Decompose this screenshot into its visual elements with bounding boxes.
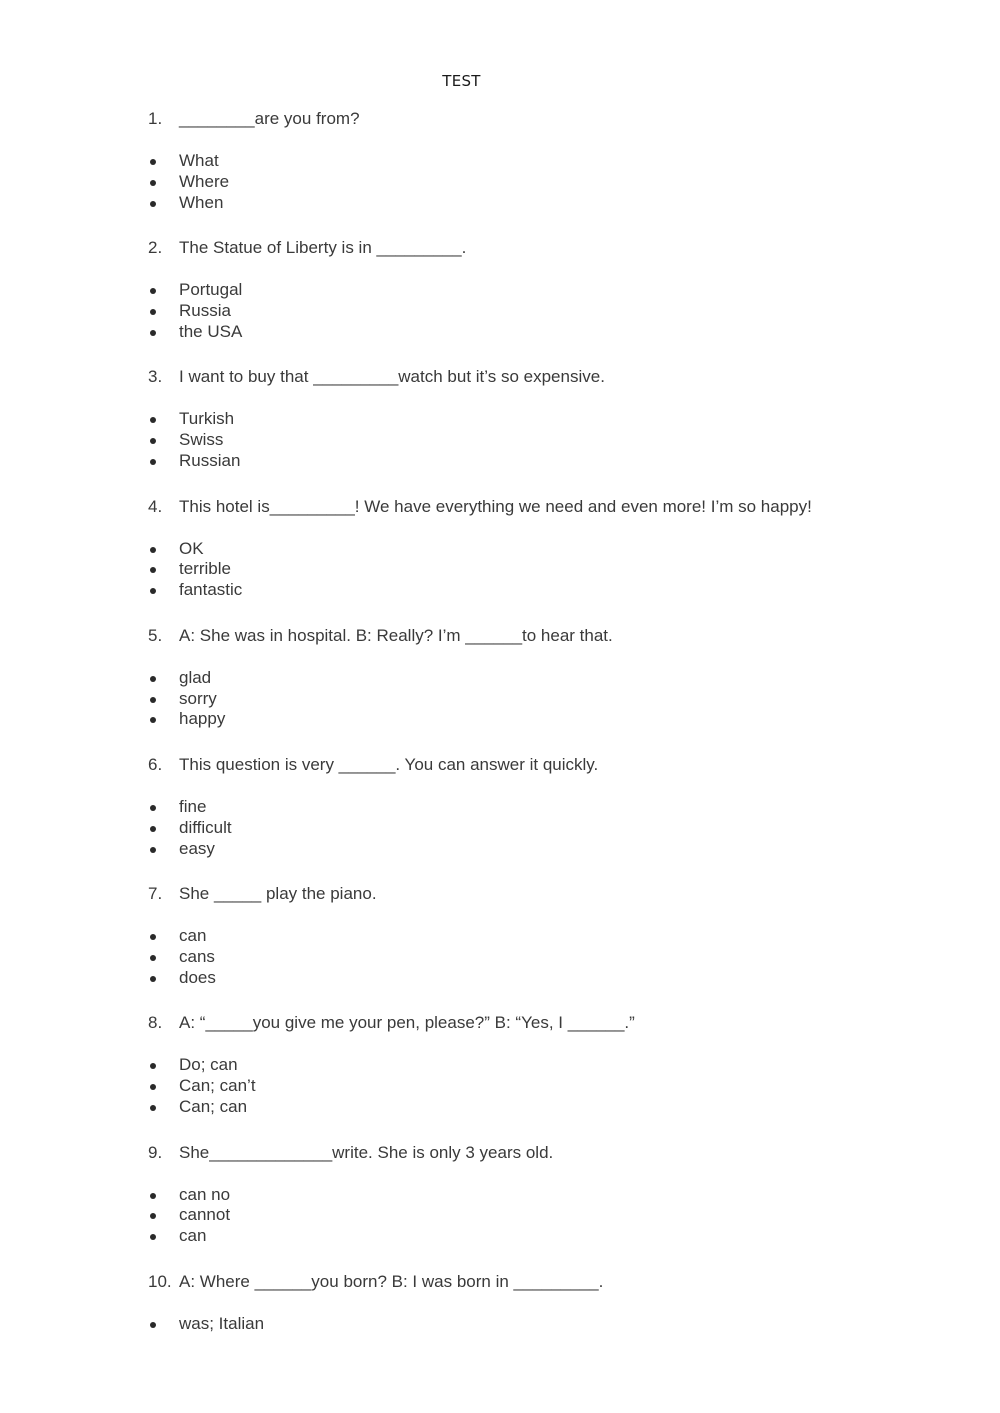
question-4: [148, 495, 948, 624]
answer-option-label: happy: [179, 709, 226, 729]
question-line: [148, 624, 948, 648]
question-text: A: She was in hospital. B: Really? I’m ______to hear that.: [179, 625, 613, 645]
answer-option-label: Can; can’t: [179, 1076, 256, 1096]
bullet-icon: [150, 826, 156, 832]
bullet-icon: [150, 934, 156, 940]
question-number: 8.: [148, 1013, 163, 1033]
answer-option-label: Do; can: [179, 1055, 238, 1075]
bullet-icon: [150, 847, 156, 853]
answer-option: [148, 1226, 230, 1247]
bullet-icon: [150, 697, 156, 703]
bullet-icon: [150, 567, 156, 573]
question-line: [148, 1270, 948, 1294]
question-number: 9.: [148, 1142, 163, 1162]
bullet-icon: [150, 159, 156, 165]
answer-options: [148, 409, 240, 471]
answer-option-label: When: [179, 192, 224, 212]
question-text: I want to buy that _________watch but it’s so expensive.: [179, 367, 605, 387]
question-line: [148, 365, 948, 389]
answer-option-label: Portugal: [179, 280, 243, 300]
answer-option-label: cannot: [179, 1205, 231, 1225]
question-text: A: Where ______you born? B: I was born in _________.: [179, 1271, 604, 1291]
question-text: This hotel is_________! We have everything we need and even more! I’m so happy!: [179, 496, 812, 516]
answer-option: [148, 1055, 256, 1076]
question-line: [148, 1011, 948, 1035]
answer-option: [148, 539, 242, 560]
answer-option: [148, 193, 229, 214]
question-line: [148, 1141, 948, 1165]
answer-option-label: the USA: [179, 321, 243, 341]
answer-options: [148, 797, 232, 859]
answer-option-label: Can; can: [179, 1096, 248, 1116]
question-line: [148, 882, 948, 906]
bullet-icon: [150, 717, 156, 723]
answer-option: [148, 1205, 230, 1226]
bullet-icon: [150, 1105, 156, 1111]
answer-option: [148, 818, 232, 839]
question-text: The Statue of Liberty is in _________.: [179, 238, 467, 258]
answer-options: [148, 668, 225, 730]
answer-option: [148, 839, 232, 860]
bullet-icon: [150, 1084, 156, 1090]
question-6: [148, 753, 948, 882]
question-text: ________are you from?: [179, 109, 360, 128]
bullet-icon: [150, 1213, 156, 1219]
page-title: TEST: [442, 72, 481, 90]
answer-option-label: glad: [179, 667, 212, 687]
answer-option: [148, 580, 242, 601]
answer-option: [148, 1185, 230, 1206]
answer-option-label: sorry: [179, 688, 217, 708]
answer-options: [148, 539, 242, 601]
bullet-icon: [150, 309, 156, 315]
answer-option-label: OK: [179, 538, 204, 558]
question-8: [148, 1011, 948, 1140]
answer-option-label: Swiss: [179, 430, 224, 450]
answer-option-label: can no: [179, 1184, 231, 1204]
answer-option: [148, 1076, 256, 1097]
question-1: [148, 107, 948, 236]
answer-option: [148, 709, 225, 730]
answer-option: [148, 689, 225, 710]
question-line: [148, 753, 948, 777]
question-line: [148, 107, 948, 131]
answer-option: [148, 797, 232, 818]
bullet-icon: [150, 976, 156, 982]
answer-option: [148, 668, 225, 689]
question-line: [148, 495, 948, 519]
answer-option-label: fine: [179, 796, 207, 816]
answer-option: [148, 926, 216, 947]
answer-option-label: difficult: [179, 817, 232, 837]
bullet-icon: [150, 288, 156, 294]
answer-options: [148, 1055, 256, 1117]
bullet-icon: [150, 1193, 156, 1199]
answer-option-label: can: [179, 1226, 207, 1246]
question-text: A: “_____you give me your pen, please?” B: “Yes, I ______.”: [179, 1013, 635, 1033]
bullet-icon: [150, 547, 156, 553]
question-7: [148, 882, 948, 1011]
question-number: 2.: [148, 238, 163, 258]
question-list: [148, 107, 948, 1399]
answer-option: [148, 430, 240, 451]
answer-option: [148, 172, 229, 193]
question-2: [148, 236, 948, 365]
answer-option: [148, 559, 242, 580]
answer-option-label: Turkish: [179, 409, 235, 429]
answer-option: [148, 322, 242, 343]
question-line: [148, 236, 948, 260]
question-number: 6.: [148, 754, 163, 774]
answer-option: [148, 151, 229, 172]
answer-option: [148, 968, 216, 989]
question-9: [148, 1141, 948, 1270]
answer-option-label: What: [179, 151, 219, 170]
question-number: 5.: [148, 625, 163, 645]
answer-option: [148, 409, 240, 430]
question-text: She _____ play the piano.: [179, 884, 377, 904]
question-number: 7.: [148, 884, 163, 904]
bullet-icon: [150, 955, 156, 961]
bullet-icon: [150, 459, 156, 465]
bullet-icon: [150, 201, 156, 207]
bullet-icon: [150, 805, 156, 811]
answer-option: [148, 451, 240, 472]
question-5: [148, 624, 948, 753]
bullet-icon: [150, 417, 156, 423]
answer-options: [148, 280, 242, 342]
question-text: She_____________write. She is only 3 years old.: [179, 1142, 554, 1162]
bullet-icon: [150, 438, 156, 444]
answer-options: [148, 1314, 264, 1335]
question-number: 1.: [148, 109, 163, 128]
answer-option-label: Where: [179, 171, 230, 191]
bullet-icon: [150, 330, 156, 336]
answer-options: [148, 1185, 230, 1247]
bullet-icon: [150, 676, 156, 682]
answer-option-label: easy: [179, 838, 215, 858]
bullet-icon: [150, 588, 156, 594]
question-number: 10.: [148, 1271, 172, 1291]
bullet-icon: [150, 180, 156, 186]
answer-options: [148, 926, 216, 988]
question-number: 4.: [148, 496, 163, 516]
answer-option-label: terrible: [179, 559, 231, 579]
question-10: [148, 1270, 948, 1399]
bullet-icon: [150, 1322, 156, 1328]
question-3: [148, 365, 948, 494]
answer-option-label: can: [179, 926, 207, 946]
answer-option-label: Russian: [179, 450, 241, 470]
answer-option: [148, 301, 242, 322]
answer-option: [148, 280, 242, 301]
bullet-icon: [150, 1063, 156, 1069]
answer-options: [148, 151, 229, 213]
question-number: 3.: [148, 367, 163, 387]
answer-option: [148, 947, 216, 968]
answer-option: [148, 1097, 256, 1118]
question-text: This question is very ______. You can answer it quickly.: [179, 754, 599, 774]
answer-option-label: cans: [179, 946, 215, 966]
answer-option: [148, 1314, 264, 1335]
bullet-icon: [150, 1234, 156, 1240]
answer-option-label: Russia: [179, 300, 231, 320]
answer-option-label: does: [179, 967, 216, 987]
answer-option-label: fantastic: [179, 580, 243, 600]
answer-option-label: was; Italian: [179, 1313, 265, 1333]
